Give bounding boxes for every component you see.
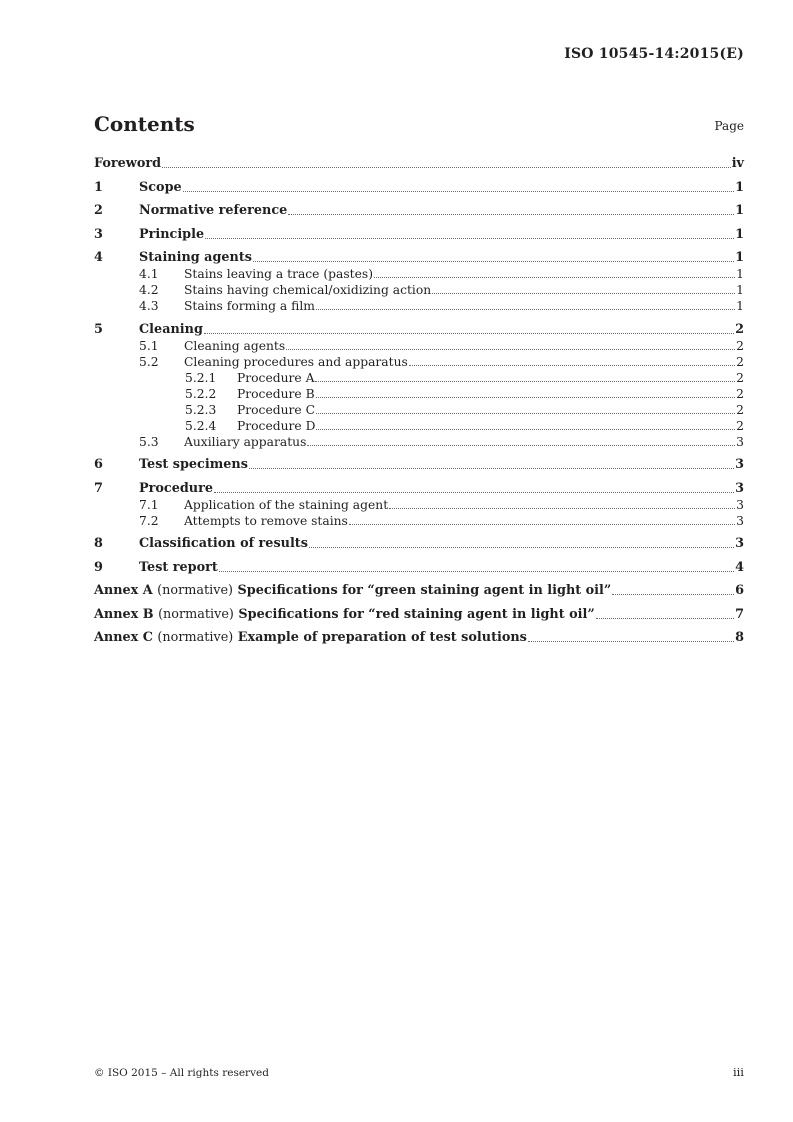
toc-entry-title: Procedure B <box>237 386 315 401</box>
toc-entry-number: 6 <box>94 457 103 472</box>
toc-entry-title <box>94 607 595 623</box>
dot-leader <box>286 348 735 350</box>
dot-leader <box>315 380 735 382</box>
toc-entry-title: Procedure C <box>237 402 315 417</box>
toc-entry-title: Classification of results <box>139 536 308 551</box>
toc-entry-title: Attempts to remove stains <box>184 513 348 528</box>
toc-entry-number: 7.2 <box>139 513 159 528</box>
dot-leader <box>183 190 734 192</box>
dot-leader <box>316 428 735 430</box>
dot-leader <box>253 260 734 262</box>
toc-entry-page: 3 <box>736 497 744 512</box>
contents-title: Contents <box>94 112 195 136</box>
toc-entry-number: 4 <box>94 250 103 265</box>
toc-entry-page: 3 <box>735 536 744 551</box>
dot-leader <box>349 523 735 525</box>
dot-leader <box>288 213 734 215</box>
table-of-contents <box>94 156 744 646</box>
toc-entry[interactable] <box>94 607 744 623</box>
toc-entry[interactable] <box>94 203 744 219</box>
toc-entry-page: 6 <box>735 583 744 598</box>
toc-entry-page: 2 <box>736 386 744 401</box>
toc-entry[interactable] <box>94 481 744 497</box>
dot-leader <box>612 593 734 595</box>
toc-entry-title: Principle <box>139 226 205 242</box>
toc-entry-number: 1 <box>94 179 103 195</box>
dot-leader <box>214 491 734 493</box>
annex-label: Annex A <box>94 583 153 598</box>
dot-leader <box>162 166 731 168</box>
toc-entry-page: 3 <box>736 513 744 528</box>
toc-entry-page: iv <box>731 156 744 171</box>
toc-entry-number: 5.3 <box>139 434 159 449</box>
toc-entry-number: 2 <box>94 203 103 218</box>
annex-title: Specifications for “green staining agent in light oil” <box>237 583 612 598</box>
toc-entry-page: 2 <box>736 418 744 433</box>
toc-entry-page: 7 <box>735 606 744 622</box>
toc-entry-number: 5.2.1 <box>185 370 217 385</box>
annex-normative-note: (normative) <box>157 630 234 645</box>
toc-entry[interactable] <box>94 266 744 282</box>
toc-entry-page: 3 <box>735 457 744 472</box>
toc-entry[interactable] <box>94 457 744 473</box>
toc-entry-title <box>94 583 611 599</box>
toc-entry-number: 5.2.4 <box>185 418 217 433</box>
toc-entry-title: Procedure D <box>237 418 316 433</box>
footer-page-number: iii <box>732 1065 744 1079</box>
toc-entry-title: Test specimens <box>139 457 248 472</box>
toc-entry-number: 7 <box>94 480 103 496</box>
dot-leader <box>307 444 735 446</box>
toc-entry[interactable] <box>94 434 744 450</box>
toc-entry-page: 1 <box>736 267 744 281</box>
toc-entry-number: 5 <box>94 321 103 337</box>
toc-entry-page: 1 <box>736 283 744 297</box>
toc-entry-title: Procedure A <box>237 370 315 385</box>
toc-entry-number: 5.2.3 <box>185 402 217 417</box>
toc-entry[interactable] <box>94 354 744 370</box>
toc-entry-number: 4.1 <box>139 267 159 281</box>
page-column-label: Page <box>714 119 744 133</box>
annex-normative-note: (normative) <box>158 606 234 622</box>
toc-entry-title: Scope <box>139 179 182 195</box>
toc-entry[interactable] <box>94 338 744 354</box>
dot-leader <box>528 640 734 642</box>
toc-entry-page: 1 <box>736 299 744 313</box>
annex-title: Example of preparation of test solutions <box>237 630 527 645</box>
document-id: ISO 10545-14:2015(E) <box>564 46 744 62</box>
toc-entry[interactable] <box>94 536 744 552</box>
dot-leader <box>596 617 734 619</box>
footer-copyright: © ISO 2015 – All rights reserved <box>94 1067 269 1079</box>
toc-entry-page: 1 <box>735 203 744 218</box>
dot-leader <box>249 467 734 469</box>
toc-entry-page: 3 <box>735 480 744 496</box>
toc-entry-page: 2 <box>736 338 744 353</box>
annex-title: Specifications for “red staining agent in light oil” <box>238 606 595 622</box>
dot-leader <box>316 308 735 310</box>
toc-entry[interactable] <box>94 583 744 599</box>
toc-entry-page: 8 <box>735 630 744 645</box>
annex-normative-note: (normative) <box>157 583 234 598</box>
toc-entry-number: 7.1 <box>139 497 159 512</box>
toc-entry-title: Stains having chemical/oxidizing action <box>184 283 432 297</box>
dot-leader <box>316 412 735 414</box>
toc-entry-page: 4 <box>735 559 744 575</box>
toc-entry[interactable] <box>94 630 744 646</box>
dot-leader <box>205 237 734 239</box>
toc-entry-title: Staining agents <box>139 250 252 265</box>
toc-entry[interactable] <box>94 282 744 298</box>
toc-entry-page: 1 <box>735 226 744 242</box>
toc-entry[interactable] <box>94 156 744 172</box>
dot-leader <box>204 332 734 334</box>
toc-entry-number: 5.1 <box>139 338 159 353</box>
toc-entry[interactable] <box>94 180 744 196</box>
dot-leader <box>374 276 735 278</box>
toc-entry-number: 9 <box>94 559 103 575</box>
toc-entry[interactable] <box>94 513 744 529</box>
toc-entry-title <box>94 630 527 646</box>
toc-entry[interactable] <box>94 386 744 402</box>
toc-entry-title: Foreword <box>94 156 162 171</box>
annex-label: Annex C <box>94 630 153 645</box>
toc-entry[interactable] <box>94 298 744 314</box>
toc-entry-title: Stains leaving a trace (pastes) <box>184 267 373 281</box>
dot-leader <box>389 507 735 509</box>
toc-entry-title: Auxiliary apparatus <box>184 434 307 449</box>
toc-entry[interactable] <box>94 322 744 338</box>
annex-label: Annex B <box>94 606 154 622</box>
dot-leader <box>409 364 735 366</box>
toc-entry[interactable] <box>94 560 744 576</box>
toc-entry-title: Application of the staining agent <box>184 497 389 512</box>
toc-entry-number: 5.2.2 <box>185 386 217 401</box>
toc-entry-page: 1 <box>735 250 744 265</box>
toc-entry-title: Stains forming a film <box>184 299 315 313</box>
dot-leader <box>432 292 735 294</box>
toc-entry-number: 5.2 <box>139 354 159 369</box>
toc-entry-page: 2 <box>736 354 744 369</box>
toc-entry[interactable] <box>94 370 744 386</box>
toc-entry-title: Cleaning agents <box>184 338 286 353</box>
toc-entry[interactable] <box>94 402 744 418</box>
toc-entry-title: Cleaning <box>139 321 203 337</box>
toc-entry-page: 1 <box>735 179 744 195</box>
toc-entry-page: 2 <box>735 321 744 337</box>
toc-entry-page: 2 <box>736 370 744 385</box>
toc-entry[interactable] <box>94 418 744 434</box>
toc-entry-title: Test report <box>139 559 218 575</box>
toc-entry-page: 3 <box>736 434 744 449</box>
dot-leader <box>309 546 734 548</box>
toc-entry[interactable] <box>94 497 744 513</box>
toc-entry-number: 4.3 <box>139 299 159 313</box>
toc-entry-number: 4.2 <box>139 283 159 297</box>
toc-entry-title: Normative reference <box>139 203 288 218</box>
toc-entry-title: Procedure <box>139 480 213 496</box>
toc-entry-number: 8 <box>94 536 103 551</box>
dot-leader <box>316 396 736 398</box>
toc-entry-number: 3 <box>94 226 103 242</box>
toc-entry[interactable] <box>94 250 744 266</box>
toc-entry-page: 2 <box>736 402 744 417</box>
dot-leader <box>219 570 734 572</box>
toc-entry[interactable] <box>94 227 744 243</box>
toc-entry-title: Cleaning procedures and apparatus <box>184 354 408 369</box>
